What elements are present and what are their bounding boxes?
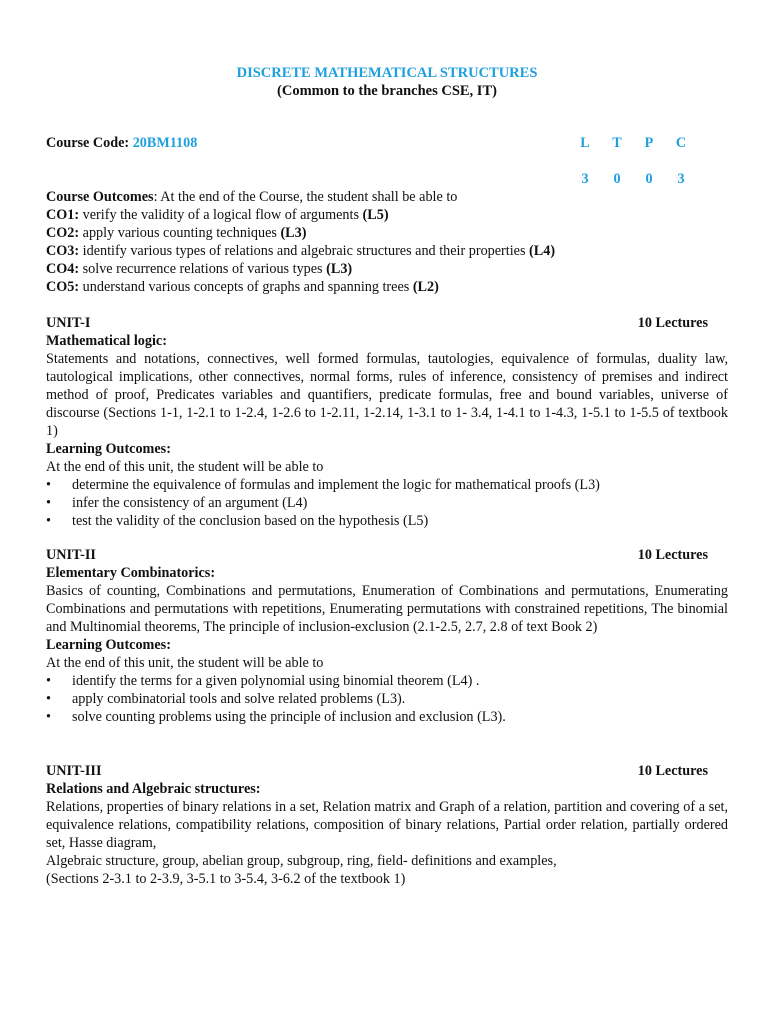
ltpc-label-l: L [580,135,590,151]
outcome-code: CO2: [46,225,80,241]
unit-2 [46,546,728,726]
unit-topic: Mathematical logic: [46,333,167,349]
outcome-code: CO1: [46,207,80,223]
ltpc-value-l: 3 [581,171,589,187]
unit-content-line: (Sections 2-3.1 to 2-3.9, 3-5.1 to 3-5.4, 3-6.2 of the textbook 1) [46,871,406,887]
ltpc-value-p: 0 [645,171,653,187]
course-title: DISCRETE MATHEMATICAL STRUCTURES [236,65,538,81]
unit-header [46,314,728,332]
unit-3 [46,762,728,888]
outcomes-intro [46,188,728,206]
outcome-text: solve recurrence relations of various types [79,261,327,277]
outcomes-heading: Course Outcomes [46,189,154,205]
outcome-level: (L3) [326,261,353,277]
list-item: • solve counting problems using the principle of inclusion and exclusion (L3). [46,708,728,726]
outcomes-intro-text: : At the end of the Course, the student shall be able to [153,189,458,205]
unit-content: Relations, properties of binary relations in a set, Relation matrix and Graph of a relation, partition and covering of a set, equivalence relations, compatibility relations, composition of binary relations, Partial order relation, partially ordered set, Hasse diagram, [46,799,728,851]
unit-1 [46,314,728,530]
list-item: • infer the consistency of an argument (L4) [46,494,728,512]
list-item: • determine the equivalence of formulas and implement the logic for mathematical proofs (L3) [46,476,728,494]
ltpc-label-p: P [644,135,654,151]
unit-name: UNIT-II [46,547,96,563]
list-item: • test the validity of the conclusion based on the hypothesis (L5) [46,512,728,530]
course-code-value: 20BM1108 [132,135,198,151]
unit-lectures: 10 Lectures [637,547,708,563]
unit-name: UNIT-III [46,763,102,779]
outcome-text: understand various concepts of graphs and spanning trees [79,279,413,295]
unit-header [46,762,728,780]
learning-outcomes-list [46,672,728,726]
course-code-label: Course Code: [46,135,130,151]
outcome-level: (L3) [280,225,307,241]
unit-lectures: 10 Lectures [637,315,708,331]
outcome-item [46,224,728,242]
unit-content: Basics of counting, Combinations and permutations, Enumeration of Combinations and permutations, Enumerating Combinations and permutations with repetitions, Enumerating permutations with constrained repetitions, The binomial and Multinomial theorems, The principle of inclusion-exclusion (2.1-2.5, 2.7, 2.8 of text Book 2) [46,583,728,635]
list-item: • apply combinatorial tools and solve related problems (L3). [46,690,728,708]
ltpc-value-c: 3 [677,171,685,187]
learning-outcomes-list [46,476,728,530]
outcome-level: (L4) [529,243,556,259]
outcome-item [46,206,728,224]
unit-name: UNIT-I [46,315,91,331]
learning-outcomes-intro: At the end of this unit, the student will be able to [46,655,324,671]
outcome-code: CO5: [46,279,80,295]
list-item: • identify the terms for a given polynomial using binomial theorem (L4) . [46,672,728,690]
learning-outcomes-intro: At the end of this unit, the student will be able to [46,459,324,475]
unit-content-line: Algebraic structure, group, abelian group, subgroup, ring, field- definitions and examples, [46,853,557,869]
outcome-text: apply various counting techniques [79,225,281,241]
outcome-level: (L5) [362,207,389,223]
outcome-code: CO4: [46,261,80,277]
outcome-level: (L2) [412,279,439,295]
ltpc-value-t: 0 [613,171,621,187]
unit-header [46,546,728,564]
ltpc-values [578,170,688,188]
learning-outcomes-heading: Learning Outcomes: [46,637,171,653]
unit-topic: Elementary Combinatorics: [46,565,216,581]
learning-outcomes-heading: Learning Outcomes: [46,441,171,457]
outcome-item [46,278,728,296]
unit-lectures: 10 Lectures [637,763,708,779]
outcome-item [46,260,728,278]
outcome-text: identify various types of relations and algebraic structures and their properties [79,243,530,259]
ltpc-labels [578,134,688,152]
outcome-item [46,242,728,260]
course-outcomes [46,188,728,296]
outcome-text: verify the validity of a logical flow of arguments [79,207,363,223]
unit-content: Statements and notations, connectives, well formed formulas, tautologies, equivalence of formulas, duality law, tautological implications, other connectives, normal forms, rules of inference, consistency of premises and indirect method of proof, Predicates variables and quantifiers, predicate formulas, free and bound variables, universe of discourse (Sections 1-1, 1-2.1 to 1-2.4, 1-2.6 to 1-2.11, 1-2.14, 1-3.1 to 1- 3.4, 1-4.1 to 1-4.3, 1-5.1 to 1-5.5 of textbook 1) [46,351,728,439]
unit-topic: Relations and Algebraic structures: [46,781,261,797]
ltpc-label-c: C [675,135,687,151]
ltpc-label-t: T [612,135,622,151]
outcome-code: CO3: [46,243,80,259]
course-subtitle: (Common to the branches CSE, IT) [277,83,497,99]
